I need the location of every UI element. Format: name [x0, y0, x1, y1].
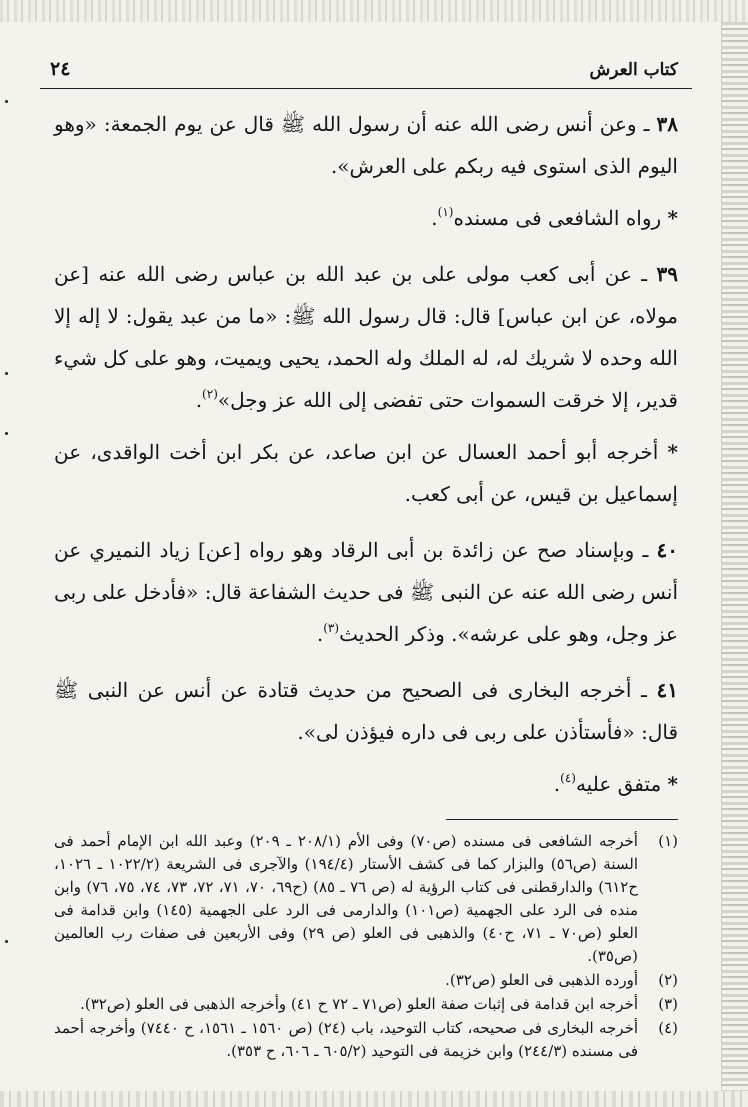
footnote-2 [54, 969, 678, 992]
footnote-text: أخرجه البخارى فى صحيحه، كتاب التوحيد، باب (٢٤) (ص ١٥٦٠ ـ ١٥٦١، ح ٧٤٤٠) وأخرجه أحمد فى مسنده (٢٤٤/٣) وابن خزيمة فى التوحيد (٦٠٥/٢ ـ ٦٠٦، ح ٣٥٣). [54, 1019, 639, 1060]
scan-mark [5, 100, 8, 103]
footnote-text: أخرجه الشافعى فى مسنده (ص٧٠) وفى الأم (٢٠٨/١ ـ ٢٠٩) وعبد الله ابن الإمام أحمد فى السنة (ص٥٦) والبزار كما فى كشف الأستار (١٩٤/٤) والآجرى فى الشريعة (١٠٢٢/٢ ـ ١٠٢٦، ح٦١٢) والدارقطنى فى كتاب الرؤية له (ص ٧٦ ـ ٨٥) (ح٦٩، ٧٠، ٧١، ٧٢، ٧٣، ٧٤، ٧٥، ٧٦) وابن منده فى الرد على الجهمية (ص١٠١) والدارمى فى الرد على الجهمية (١٤٥) وابن قدامة فى العلو (ص٧٠ ـ ٧١، ح٤٠) والذهبى فى العلو (ص ٢٩) وفى الأربعين فى صفات رب العالمين (ص٣٥). [54, 832, 639, 965]
footnote-ref: (٣) [323, 621, 340, 635]
scan-bottom-edge [0, 1091, 748, 1107]
hadith-text: ـ عن أبى كعب مولى على بن عبد الله بن عباس رضى الله عنه [عن مولاه، عن ابن عباس] قال: قال رسول الله ﷺ: «ما من عبد يقول: لا إله إلا الله وحده لا شريك له، له الملك وله الحمد، يحيى ويميت، وهو على كل شيء قدير، إلا خرقت السموات حتى تفضى إلى الله عز وجل» [54, 262, 678, 412]
hadith-number: ٣٩ [656, 262, 678, 286]
scan-mark [5, 372, 8, 375]
punctuation: . [195, 388, 203, 412]
footnote-ref: (١) [437, 205, 454, 219]
footnote-3 [54, 993, 678, 1016]
hadith-41 [54, 669, 678, 753]
source-text: أخرجه أبو أحمد العسال عن ابن صاعد، عن بكر ابن أخت الواقدى، عن إسماعيل بن قيس، عن أبى كعب. [54, 440, 678, 506]
book-page [40, 52, 692, 1092]
footnote-marker: (٣) [658, 995, 678, 1013]
punctuation: . [431, 206, 438, 230]
scan-mark [5, 940, 8, 943]
source-text: متفق عليه [575, 772, 668, 796]
hadith-40 [54, 529, 678, 655]
footnote-ref: (٤) [560, 771, 576, 785]
footnote-4 [54, 1017, 678, 1063]
punctuation: . [316, 622, 324, 646]
star-marker: * [667, 772, 678, 796]
decorative-page-border [721, 22, 748, 1091]
hadith-text: ـ وبإسناد صح عن زائدة بن أبى الرقاد وهو رواه [عن] زياد النميري عن أنس رضى الله عنه عن النبى ﷺ فى حديث الشفاعة قال: «فأدخل على ربى عز وجل، وهو على عرشه». وذكر الحديث [54, 538, 678, 646]
footnote-1 [54, 830, 678, 968]
hadith-38 [54, 103, 678, 187]
hadith-39 [54, 253, 678, 421]
scan-mark [5, 432, 8, 435]
hadith-number: ٣٨ [656, 112, 678, 136]
page-header [40, 52, 692, 89]
footnote-text: أورده الذهبى فى العلو (ص٣٢). [445, 971, 638, 989]
source-text: رواه الشافعى فى مسنده [453, 206, 668, 230]
page-body [40, 89, 692, 805]
hadith-number: ٤١ [656, 678, 678, 702]
footnote-separator [446, 819, 678, 820]
punctuation: . [553, 772, 561, 796]
footnote-marker: (٤) [658, 1019, 678, 1037]
page-number: ٢٤ [50, 58, 71, 80]
star-marker: * [667, 440, 678, 464]
star-marker: * [667, 206, 678, 230]
hadith-text: ـ وعن أنس رضى الله عنه أن رسول الله ﷺ قال عن يوم الجمعة: «وهو اليوم الذى استوى فيه ربكم على العرش». [54, 112, 678, 178]
scan-top-edge [0, 0, 748, 22]
hadith-38-source [54, 197, 678, 239]
footnote-marker: (٢) [658, 971, 678, 989]
hadith-39-source [54, 431, 678, 515]
footnote-ref: (٢) [202, 387, 218, 401]
hadith-text: ـ أخرجه البخارى فى الصحيح من حديث قتادة عن أنس عن النبى ﷺ قال: «فأستأذن على ربى فى داره فيؤذن لى». [54, 678, 678, 744]
footnote-text: أخرجه ابن قدامة فى إثبات صفة العلو (ص٧١ ـ ٧٢ ح ٤١) وأخرجه الذهبى فى العلو (ص٣٢). [80, 995, 638, 1013]
book-title: كتاب العرش [589, 60, 678, 80]
hadith-41-source [54, 763, 678, 805]
footnotes [40, 819, 692, 1063]
footnote-marker: (١) [658, 832, 678, 850]
hadith-number: ٤٠ [656, 538, 678, 562]
